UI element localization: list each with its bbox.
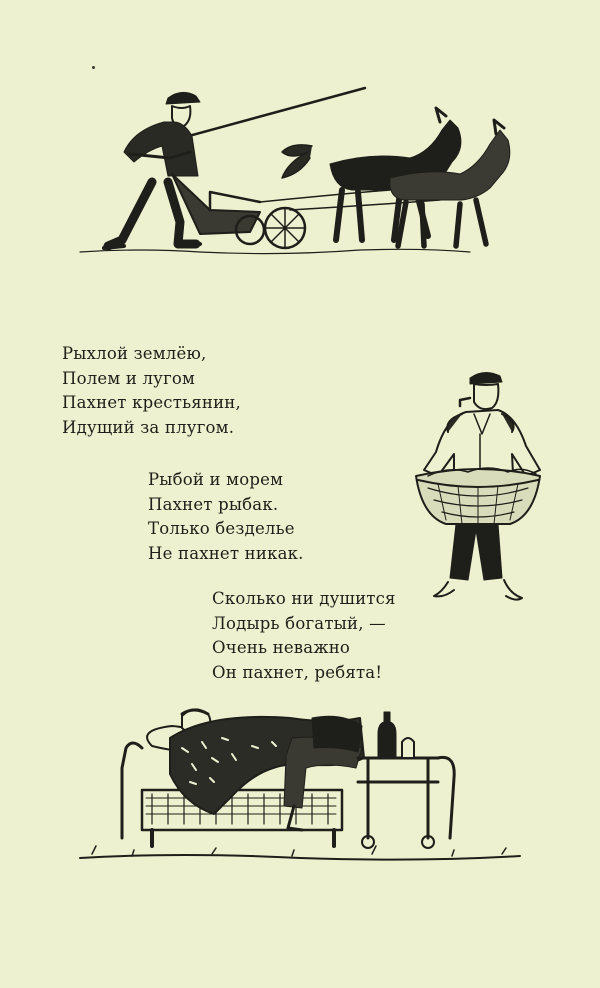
poem-line: Рыхлой землёю, [62,344,207,363]
plowing-illustration [60,82,530,262]
poem-line: Полем и лугом [62,368,196,388]
poem-line: Сколько ни душится [212,589,396,608]
stanza-3 [212,587,396,685]
poem-line: Идущий за плугом. [62,417,235,437]
poem-line: Лодырь богатый, — [212,613,386,633]
stanza-1 [62,342,241,440]
stanza-2 [148,468,304,566]
poem-line: Пахнет рыбак. [148,494,279,514]
poem-line: Рыбой и морем [148,470,284,489]
poem-line: Очень неважно [212,638,351,657]
poem-line: Пахнет крестьянин, [62,393,241,412]
poem-line: Он пахнет, ребята! [212,662,383,682]
poem-line: Только безделье [148,519,295,538]
fisherman-illustration [408,368,548,614]
ink-speck [92,66,95,69]
poem-line: Не пахнет никак. [148,543,304,563]
idler-on-sofa-illustration [72,698,528,862]
